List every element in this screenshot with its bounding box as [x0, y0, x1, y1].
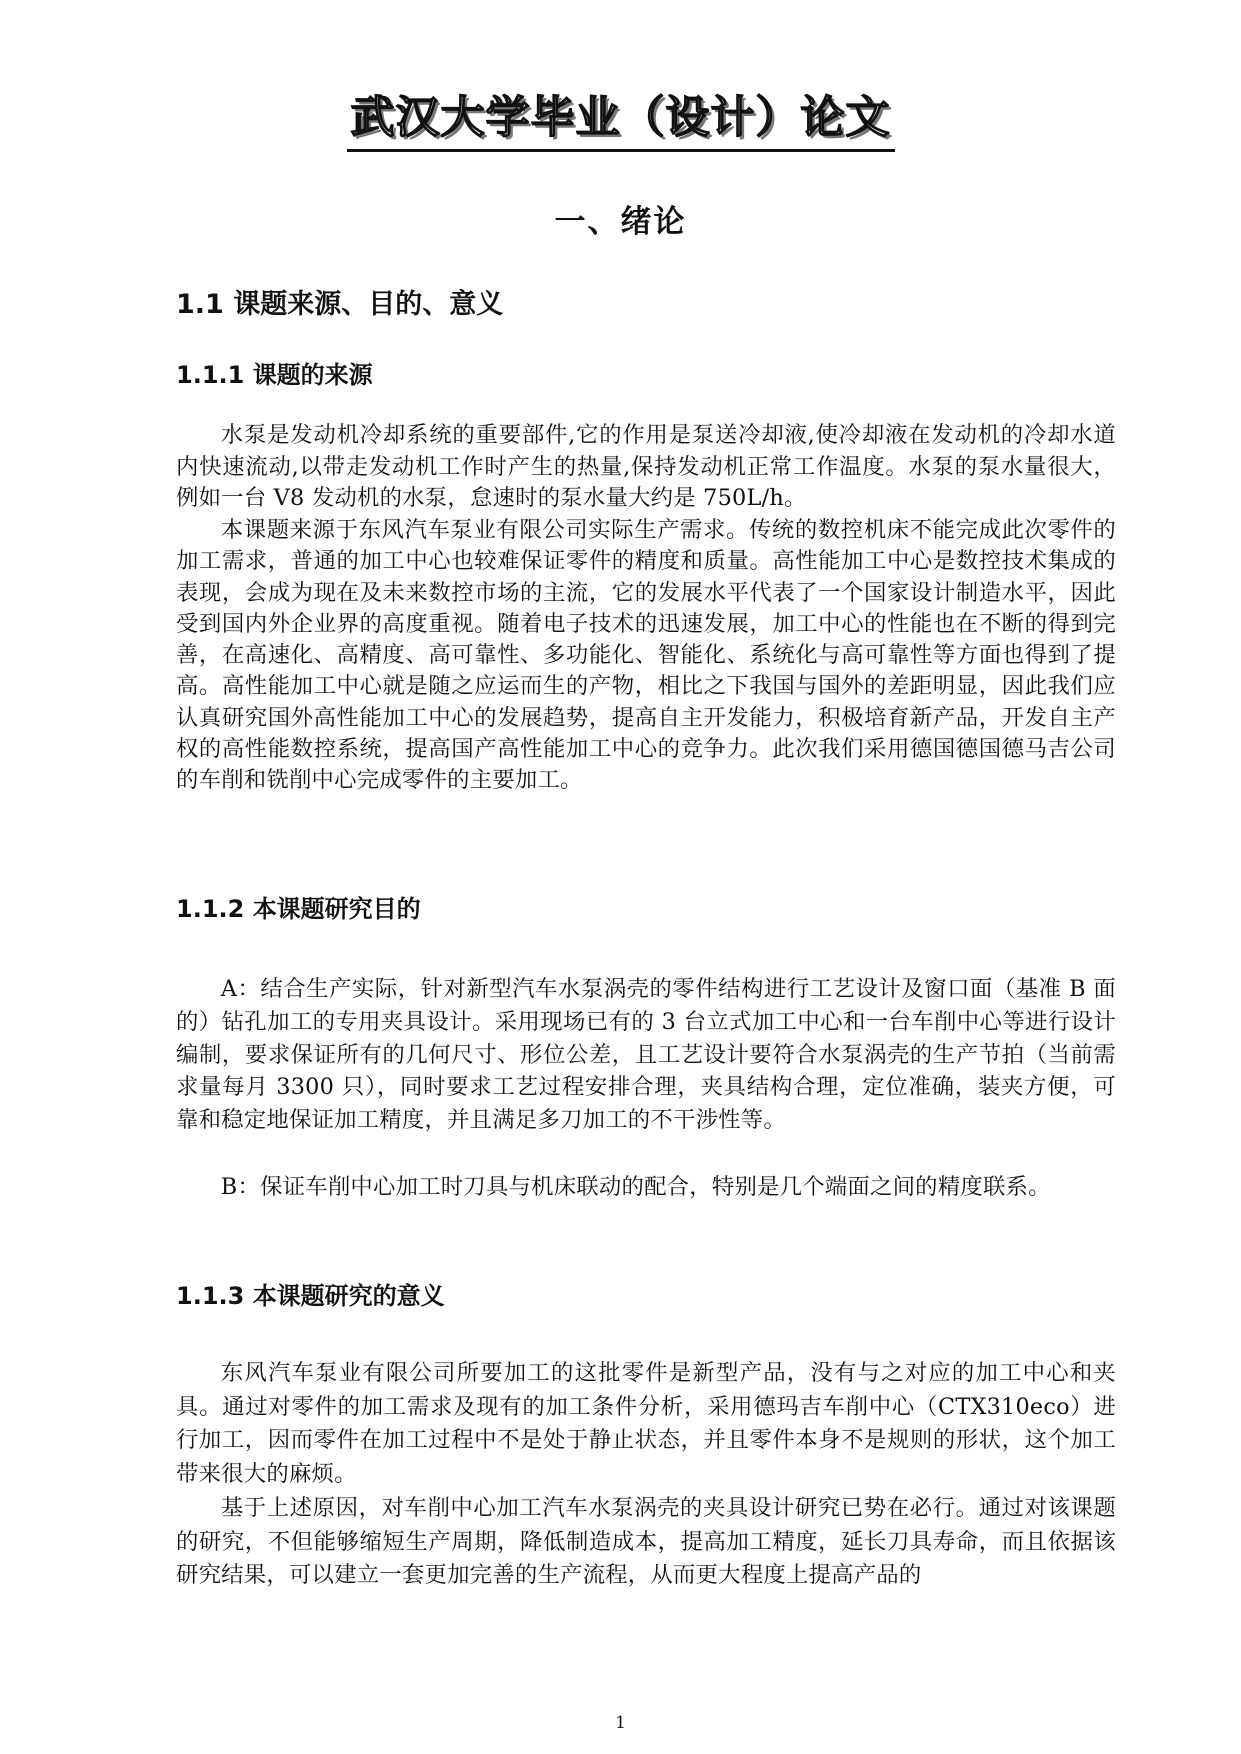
section-heading-1-1-1: 1.1.1 课题的来源: [176, 361, 373, 389]
chapter-title: 一、绪论: [554, 204, 687, 240]
page-header: [0, 92, 1241, 152]
thesis-header-title: 武汉大学毕业（设计）论文: [347, 92, 895, 152]
paragraph-purpose-a: A：结合生产实际，针对新型汽车水泵涡壳的零件结构进行工艺设计及窗口面（基准 B 面的）钻孔加工的专用夹具设计。采用现场已有的 3 台立式加工中心和一台车削中心等进行设计编制，要求保证所有的几何尺寸、形位公差，且工艺设计要符合水泵涡壳的生产节拍（当前需求量每月 3300 只），同时要求工艺过程安排合理，夹具结构合理，定位准确，装夹方便，可靠和稳定地保证加工精度，并且满足多刀加工的不干涉性等。: [176, 976, 1116, 1134]
section-heading-1-1-2: 1.1.2 本课题研究目的: [176, 895, 421, 923]
paragraph-significance-1: 东风汽车泵业有限公司所要加工的这批零件是新型产品，没有与之对应的加工中心和夹具。通过对零件的加工需求及现有的加工条件分析，采用德玛吉车削中心（CTX310eco）进行加工，因而零件在加工过程中不是处于静止状态，并且零件本身不是规则的形状，这个加工带来很大的麻烦。: [176, 1360, 1116, 1487]
page-number: 1: [615, 1713, 626, 1733]
section-heading-1-1: 1.1 课题来源、目的、意义: [176, 289, 504, 320]
section-heading-1-1-3: 1.1.3 本课题研究的意义: [176, 1282, 445, 1310]
paragraph-purpose-b: B：保证车削中心加工时刀具与机床联动的配合，特别是几个端面之间的精度联系。: [220, 1174, 1051, 1200]
paragraph-source-2: 本课题来源于东风汽车泵业有限公司实际生产需求。传统的数控机床不能完成此次零件的加工需求，普通的加工中心也较难保证零件的精度和质量。高性能加工中心是数控技术集成的表现，会成为现在及未来数控市场的主流，它的发展水平代表了一个国家设计制造水平，因此受到国内外企业界的高度重视。随着电子技术的迅速发展，加工中心的性能也在不断的得到完善，在高速化、高精度、高可靠性、多功能化、智能化、系统化与高可靠性等方面也得到了提高。高性能加工中心就是随之应运而生的产物，相比之下我国与国外的差距明显，因此我们应认真研究国外高性能加工中心的发展趋势，提高自主开发能力，积极培育新产品，开发自主产权的高性能数控系统，提高国产高性能加工中心的竞争力。此次我们采用德国德国德马吉公司的车削和铣削中心完成零件的主要加工。: [176, 517, 1116, 794]
paragraph-significance-2: 基于上述原因，对车削中心加工汽车水泵涡壳的夹具设计研究已势在必行。通过对该课题的研究，不但能够缩短生产周期，降低制造成本，提高加工精度，延长刀具寿命，而且依据该研究结果，可以建立一套更加完善的生产流程，从而更大程度上提高产品的: [176, 1495, 1116, 1588]
paragraph-source-1: 水泵是发动机冷却系统的重要部件,它的作用是泵送冷却液,使冷却液在发动机的冷却水道内快速流动,以带走发动机工作时产生的热量,保持发动机正常工作温度。水泵的泵水量很大，例如一台 V8 发动机的水泵，怠速时的泵水量大约是 750L/h。: [176, 422, 1116, 511]
